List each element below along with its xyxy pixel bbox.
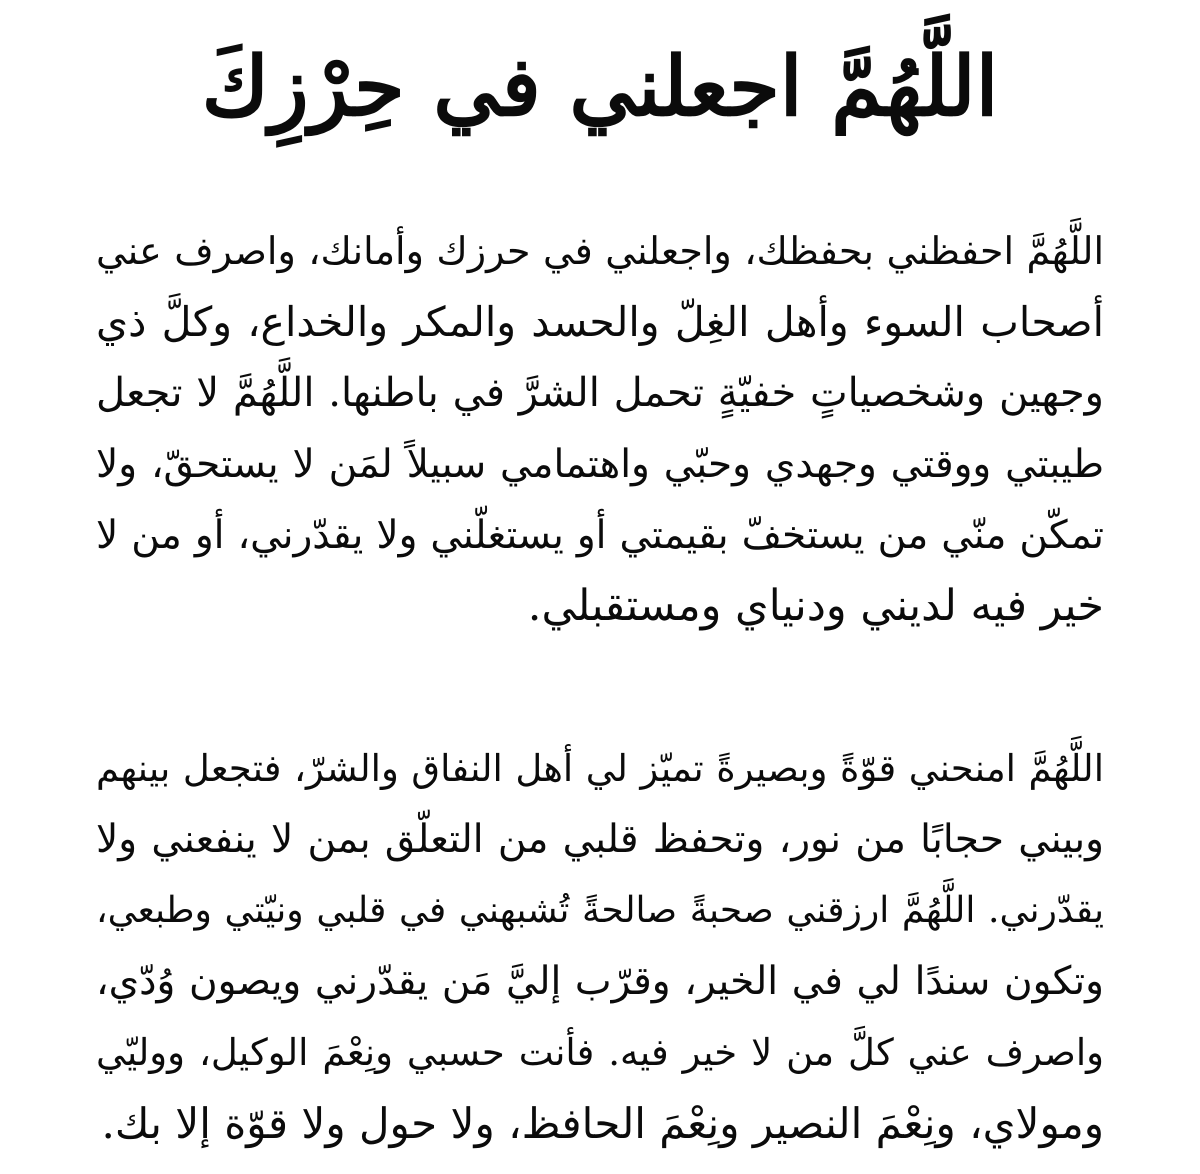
page-title: اللَّهُمَّ اجعلني في حِرْزِكَ [201,39,999,135]
paragraph-line: وبيني حجابًا من نور، وتحفظ قلبي من التعلّق بمن لا ينفعني ولا [96,817,1104,862]
paragraph-line: يقدّرني. اللَّهُمَّ ارزقني صحبةً صالحةً تُشبهني في قلبي ونيّتي وطبعي، [96,890,1104,931]
paragraph-line: أصحاب السوء وأهل الغِلّ والحسد والمكر والخداع، وكلَّ ذي [96,298,1104,346]
paragraph-line: طيبتي ووقتي وجهدي وحبّي واهتمامي سبيلاً لمَن لا يستحقّ، ولا [96,442,1104,487]
paragraph-line: تمكّن منّي من يستخفّ بقيمتي أو يستغلّني ولا يقدّرني، أو من لا [96,513,1104,558]
paragraph-line: واصرف عني كلَّ من لا خير فيه. فأنت حسبي ونِعْمَ الوكيل، ووليّي [96,1031,1104,1074]
paragraph-line: خير فيه لديني ودنياي ومستقبلي. [527,581,1104,631]
paragraph-1 [96,216,1104,642]
paragraph-line: ومولاي، ونِعْمَ النصير ونِعْمَ الحافظ، ولا حول ولا قوّة إلا بك. [101,1099,1104,1148]
paragraph-line: وجهين وشخصياتٍ خفيّةٍ تحمل الشرَّ في باطنها. اللَّهُمَّ لا تجعل [96,370,1104,416]
paragraph-line: وتكون سندًا لي في الخير، وقرّب إليَّ مَن يقدّرني ويصون وُدّي، [96,959,1104,1004]
paragraph-line: اللَّهُمَّ احفظني بحفظك، واجعلني في حرزك وأمانك، واصرف عني [96,229,1104,273]
paragraph-2 [96,733,1104,1159]
paragraph-line: اللَّهُمَّ امنحني قوّةً وبصيرةً تميّز لي أهل النفاق والشرّ، فتجعل بينهم [96,747,1104,790]
